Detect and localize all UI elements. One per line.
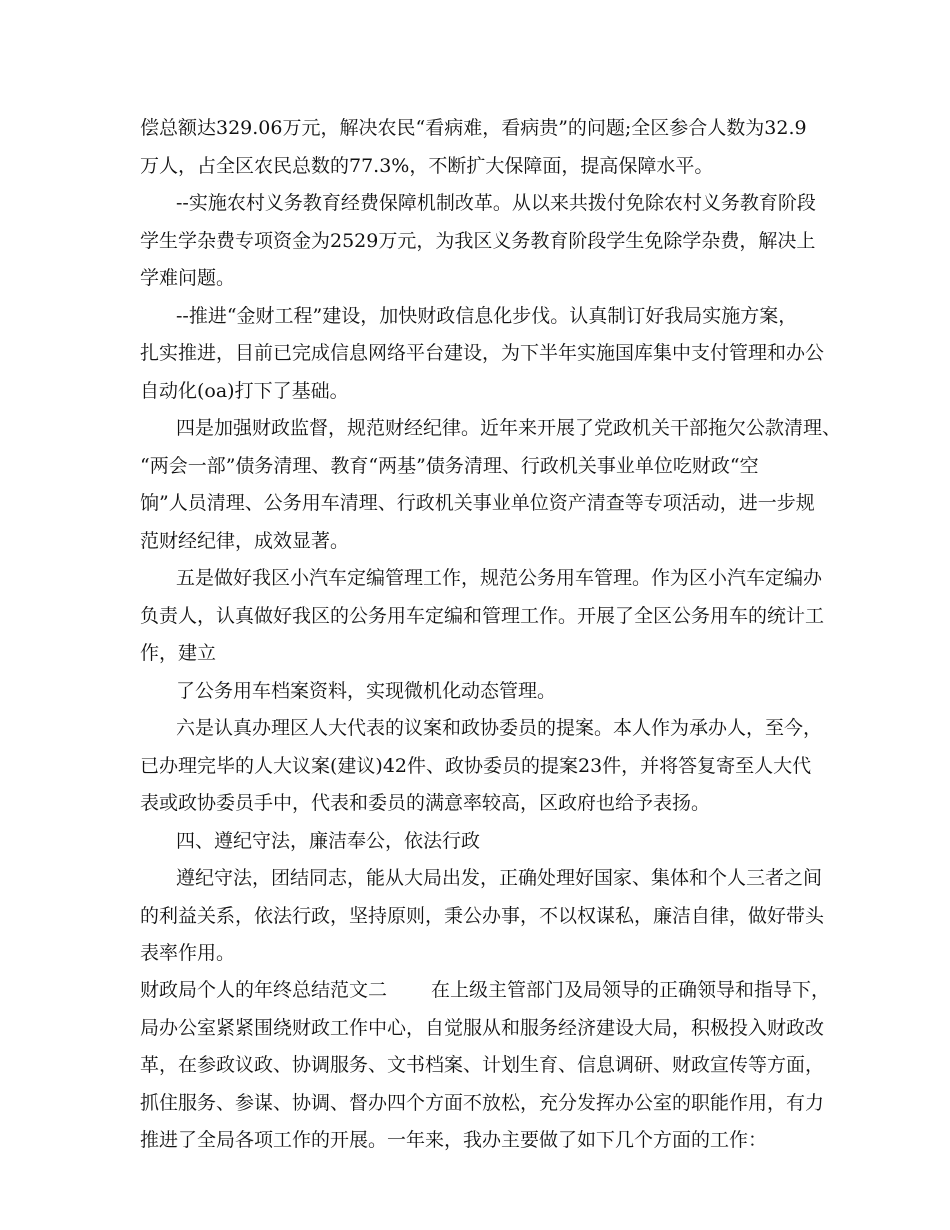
paragraph-line: 的利益关系，依法行政，坚持原则，秉公办事，不以权谋私，廉洁自律，做好带头 <box>140 905 825 927</box>
paragraph-line: 学生学杂费专项资金为2529万元，为我区义务教育阶段学生免除学杂费，解决上 <box>140 230 816 252</box>
paragraph-line: --推进“金财工程”建设，加快财政信息化步伐。认真制订好我局实施方案， <box>176 305 798 327</box>
paragraph-line: 表率作用。 <box>140 942 236 964</box>
paragraph-line: 万人，占全区农民总数的77.3%，不断扩大保障面，提高保障水平。 <box>140 155 714 177</box>
paragraph-line: 遵纪守法，团结同志，能从大局出发，正确处理好国家、集体和个人三者之间 <box>176 867 823 889</box>
paragraph-line: 了公务用车档案资料，实现微机化动态管理。 <box>176 680 557 702</box>
paragraph-line: 五是做好我区小汽车定编管理工作，规范公务用车管理。作为区小汽车定编办 <box>176 567 823 589</box>
paragraph-line: 四是加强财政监督，规范财经纪律。近年来开展了党政机关干部拖欠公款清理、 <box>176 417 842 439</box>
paragraph-line: 已办理完毕的人大议案(建议)42件、政协委员的提案23件，并将答复寄至人大代 <box>140 755 812 777</box>
paragraph-line: 学难问题。 <box>140 267 236 289</box>
paragraph-line: 表或政协委员手中，代表和委员的满意率较高，区政府也给予表扬。 <box>140 792 711 814</box>
paragraph-line: 在上级主管部门及局领导的正确领导和指导下， <box>431 979 831 1001</box>
section-heading: 四、遵纪守法，廉洁奉公，依法行政 <box>176 830 481 852</box>
paragraph-line: --实施农村义务教育经费保障机制改革。从以来共拨付免除农村义务教育阶段 <box>176 192 816 214</box>
paragraph-line: 自动化(oa)打下了基础。 <box>140 380 349 402</box>
paragraph-line: 革，在参政议政、协调服务、文书档案、计划生育、信息调研、财政宣传等方面， <box>140 1054 825 1076</box>
paragraph-line: 负责人，认真做好我区的公务用车定编和管理工作。开展了全区公务用车的统计工 <box>140 605 825 627</box>
document-title-line <box>140 977 830 1003</box>
paragraph-line: 作，建立 <box>140 642 217 664</box>
paragraph-line: 饷”人员清理、公务用车清理、行政机关事业单位资产清查等专项活动，进一步规 <box>140 492 815 514</box>
paragraph-line: “两会一部”债务清理、教育“两基”债务清理、行政机关事业单位吃财政“空 <box>140 455 759 477</box>
paragraph-line: 推进了全局各项工作的开展。一年来，我办主要做了如下几个方面的工作： <box>140 1129 768 1151</box>
document-title: 财政局个人的年终总结范文二 <box>140 979 388 1001</box>
paragraph-line: 六是认真办理区人大代表的议案和政协委员的提案。本人作为承办人，至今， <box>176 717 823 739</box>
paragraph-line: 扎实推进，目前已完成信息网络平台建设，为下半年实施国库集中支付管理和办公 <box>140 342 825 364</box>
paragraph-line: 偿总额达329.06万元，解决农民“看病难，看病贵”的问题;全区参合人数为32.9 <box>140 117 807 139</box>
paragraph-line: 范财经纪律，成效显著。 <box>140 530 350 552</box>
paragraph-line: 局办公室紧紧围绕财政工作中心，自觉服从和服务经济建设大局，积极投入财政改 <box>140 1017 825 1039</box>
paragraph-line: 抓住服务、参谋、协调、督办四个方面不放松，充分发挥办公室的职能作用，有力 <box>140 1092 825 1114</box>
